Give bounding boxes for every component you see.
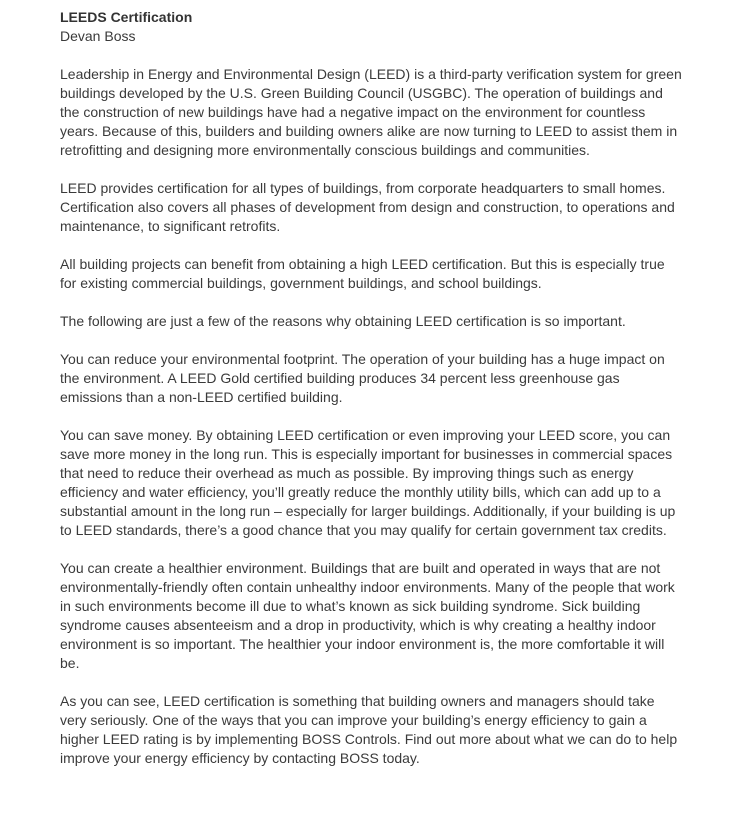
paragraph-line: You can save money. By obtaining LEED certification or even improving your LEED score, you can [60,427,671,443]
paragraph-line: that need to reduce their overhead as much as possible. By improving things such as energy [60,465,634,481]
paragraph [60,559,700,673]
paragraph-line: be. [60,655,80,671]
paragraph-line: environment is so important. The healthier your indoor environment is, the more comfortable it will [60,636,665,652]
paragraph-line: You can create a healthier environment. Buildings that are built and operated in ways that are not [60,560,661,576]
paragraph-line: All building projects can benefit from obtaining a high LEED certification. But this is especially true [60,256,665,272]
paragraph-line: in such environments become ill due to what’s known as sick building syndrome. Sick building [60,598,641,614]
paragraph-line: As you can see, LEED certification is something that building owners and managers should take [60,693,655,709]
paragraph [60,65,700,160]
paragraph [60,426,700,540]
paragraph-line: very seriously. One of the ways that you can improve your building’s energy efficiency to gain a [60,712,647,728]
paragraph-line: emissions than a non-LEED certified building. [60,389,343,405]
paragraph [60,255,700,293]
paragraph-line: Leadership in Energy and Environmental Design (LEED) is a third-party verification system for green [60,66,682,82]
paragraph-line: save more money in the long run. This is especially important for businesses in commercial spaces [60,446,673,462]
paragraph-line: the environment. A LEED Gold certified building produces 34 percent less greenhouse gas [60,370,620,386]
document [60,8,700,787]
paragraph-line: years. Because of this, builders and building owners alike are now turning to LEED to assist them in [60,123,678,139]
paragraph-line: efficiency and water efficiency, you’ll greatly reduce the monthly utility bills, which can add up to a [60,484,661,500]
paragraph [60,350,700,407]
document-body [60,65,700,768]
paragraph-line: Certification also covers all phases of development from design and construction, to operations and [60,199,675,215]
paragraph-line: buildings developed by the U.S. Green Building Council (USGBC). The operation of buildings and [60,85,663,101]
paragraph-line: for existing commercial buildings, government buildings, and school buildings. [60,275,542,291]
paragraph-line: LEED provides certification for all types of buildings, from corporate headquarters to small homes. [60,180,666,196]
paragraph [60,179,700,236]
paragraph-line: retrofitting and designing more environmentally conscious buildings and communities. [60,142,590,158]
paragraph [60,312,700,331]
document-author: Devan Boss [60,28,136,44]
paragraph [60,692,700,768]
paragraph-line: syndrome causes absenteeism and a drop in productivity, which is why creating a healthy indoor [60,617,656,633]
paragraph-line: maintenance, to significant retrofits. [60,218,281,234]
paragraph-line: the construction of new buildings have had a negative impact on the environment for countless [60,104,646,120]
paragraph-line: You can reduce your environmental footprint. The operation of your building has a huge impact on [60,351,665,367]
paragraph-line: improve your energy efficiency by contacting BOSS today. [60,750,420,766]
paragraph-line: environmentally-friendly often contain unhealthy indoor environments. Many of the people that work [60,579,675,595]
document-title: LEEDS Certification [60,9,193,25]
paragraph-line: The following are just a few of the reasons why obtaining LEED certification is so important. [60,313,626,329]
paragraph-line: substantial amount in the long run – especially for larger buildings. Additionally, if your building is up [60,503,676,519]
paragraph-line: to LEED standards, there’s a good chance that you may qualify for certain government tax credits. [60,522,667,538]
paragraph-line: higher LEED rating is by implementing BOSS Controls. Find out more about what we can do to help [60,731,678,747]
